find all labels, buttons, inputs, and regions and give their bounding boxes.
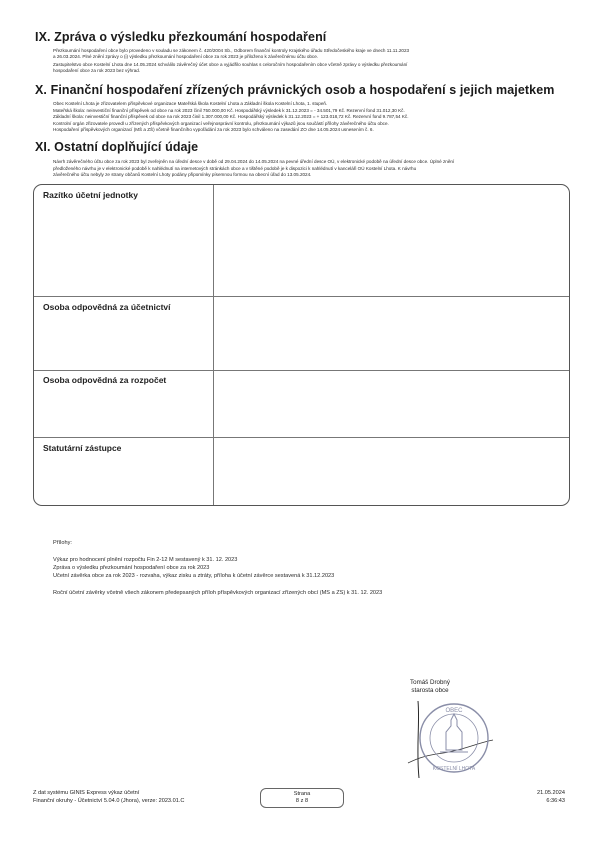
section-ix-line-1: Přezkoumání hospodaření obce bylo provedeno v souladu se zákonem č. 420/2004 Sb., Odborem finanční kontroly Krajského úřadu Středočeského kraje ve dnech 11.11.2023 <box>53 48 410 53</box>
signature-label-accounting: Osoba odpovědná za účetnictví <box>43 302 171 312</box>
attachment-item-4: Roční účetní závěrky včetně všech zákonem předepsaných příloh příspěvkových organizací zřízených obcí (MŠ a ZŠ) k 31. 12. 2023 <box>53 590 383 596</box>
section-x-title: X. Finanční hospodaření zřízených právnických osob a hospodaření s jejich majetkem <box>35 83 555 97</box>
svg-text:OBEC: OBEC <box>445 708 463 714</box>
section-xi-title: XI. Ostatní doplňující údaje <box>35 140 199 154</box>
attachment-item-1: Výkaz pro hodnocení plnění rozpočtu Fin 2-12 M sestavený k 31. 12. 2023 <box>53 557 238 563</box>
page-indicator <box>260 788 344 808</box>
signature-row-stamp <box>34 185 569 296</box>
section-xi-line-3: závěrečného účtu nebyly ze strany občanů Kostelní Lhoty podány připomínky písemnou formou na obecní úřad do 13.05.2024. <box>53 172 312 177</box>
section-x-line-3: Základní škola: neinvestiční finanční příspěvek od obce na rok 2023 činil 1.307.000,00 Kč. Hospodářský výsledek k 31.12.2023 = + 123.018,72 Kč. Rezervní fond 9.787,54 Kč. <box>53 114 409 119</box>
section-ix-line-3: Zastupitelstvo obce Kostelní Lhota dne 14.05.2024 schválilo závěrečný účet obce a vyjádřilo souhlas s celoročním hospodařením obce včetně zprávy o výsledku přezkoumání <box>53 62 408 67</box>
signature-label-stamp: Razítko účetní jednotky <box>43 190 138 200</box>
attachments-heading: Přílohy: <box>53 540 72 546</box>
attachment-item-2: Zpráva o výsledku přezkoumání hospodaření obce za rok 2023 <box>53 565 210 571</box>
signature-label-budget: Osoba odpovědná za rozpočet <box>43 375 167 385</box>
section-ix-line-4: hospodaření obce za rok 2023 bez výhrad. <box>53 68 141 73</box>
signature-row-accounting <box>34 296 569 371</box>
section-x-line-5: Hospodaření příspěvkových organizací (MŠ a ZŠ) včetně finančního vypořádání za rok 2023 bylo schváleno na zasedání ZO dne 14.05.2024 usnesením č. 6. <box>53 127 374 132</box>
attachment-item-3: Účetní závěrka obce za rok 2023 - rozvaha, výkaz zisku a ztráty, příloha k účetní závěrce sestavená k 31.12.2023 <box>53 573 335 579</box>
section-x-line-1: Obec Kostelní Lhota je zřizovatelem příspěvkové organizace Mateřská škola Kostelní Lhota a Základní škola Kostelní Lhota, 1. stupeň. <box>53 101 328 106</box>
signer-name: Tomáš Drobný <box>410 679 450 686</box>
page-label: Strana <box>293 791 311 797</box>
section-ix-line-2: a 26.03.2024. Plné znění zprávy o (i) výsledku přezkoumání hospodaření obce za rok 2023 je přiloženo k závěrečnému účtu obce. <box>53 54 319 59</box>
svg-text:KOSTELNÍ LHOTA: KOSTELNÍ LHOTA <box>432 766 476 772</box>
footer-date: 21.05.2024 <box>537 790 565 796</box>
page-number: 8 z 8 <box>295 798 309 804</box>
signature-row-budget <box>34 370 569 438</box>
section-xi-line-2: předloženého návrhu je v elektronické podobě k nahlédnutí na internetových stránkách obce a v tištěné podobě je k dispozici k nahlédnutí v kanceláři OÚ Kostelní Lhota. K návrhu <box>53 166 417 171</box>
signature-label-statutory: Statutární zástupce <box>43 443 122 453</box>
municipal-stamp <box>416 700 492 776</box>
section-x-line-2: Mateřská škola: neinvestiční finanční příspěvek od obce na rok 2023 činil 750.000,00 Kč. Hospodářský výsledek k 31.12.2023 = - 34.501,79 Kč. Rezervní fond 31.012,30 Kč. <box>53 108 405 113</box>
footer-system-line-2: Finanční okruhy - Účetnictví 5.04.0 (Jhora), verze: 2023.01.C <box>33 798 185 804</box>
footer-system-line-1: Z dat systému GINIS Express výkaz účetní <box>33 790 140 796</box>
section-x-line-4: Kontrolní orgán zřizovatele provedl u zřízených příspěvkových organizací veřejnosprávní kontrolu, přezkoumání výkazů jsou součástí přílohy závěrečného účtu obce. <box>53 121 389 126</box>
section-xi-line-1: Návrh závěrečného účtu obce za rok 2023 byl zveřejněn na úřední desce v době od 29.04.2024 do 14.05.2024 na pevné úřední desce OÚ, v elektronické podobě na úřední desce obce. Úplné znění <box>53 159 455 164</box>
signer-role: starosta obce <box>411 687 449 694</box>
signature-table <box>33 184 570 506</box>
footer-time: 6:36:43 <box>546 798 565 804</box>
section-ix-title: IX. Zpráva o výsledku přezkoumání hospodaření <box>35 30 327 44</box>
signature-row-statutory <box>34 437 569 506</box>
